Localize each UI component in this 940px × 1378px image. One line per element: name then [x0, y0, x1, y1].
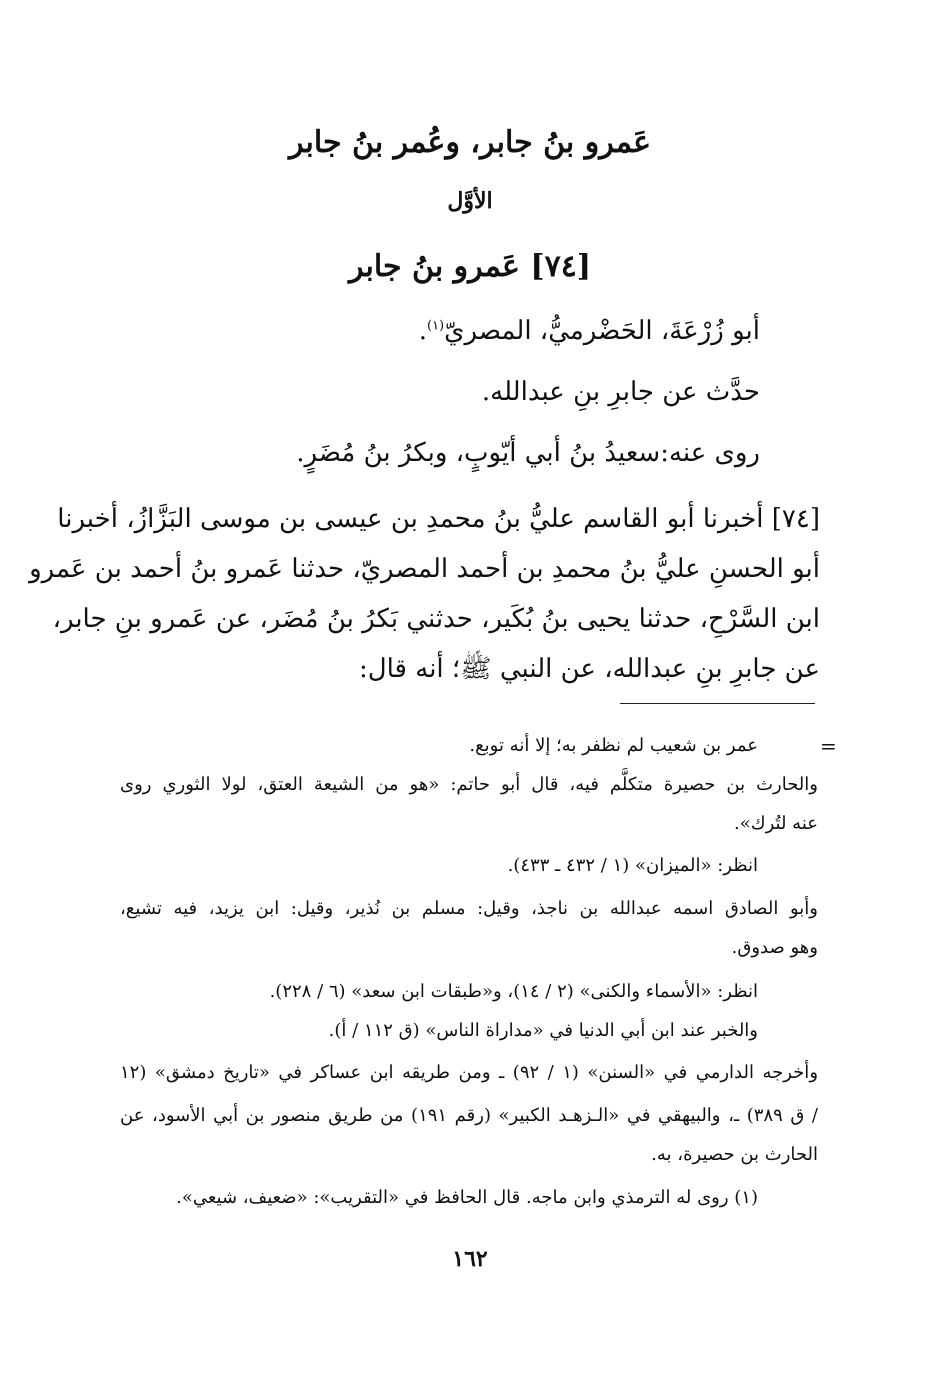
footnote-1: (١) روى له الترمذي وابن ماجه. قال الحافظ في «التقريب»: «ضعيف، شيعي». — [176, 1187, 758, 1208]
hadith-line: عن جابرِ بنِ عبدالله، عن النبي ﷺ؛ أنه قال: — [358, 654, 820, 684]
footnote-line: عنه لتُرك». — [734, 813, 818, 834]
footnote-line: والحارث بن حصيرة متكلَّم فيه، قال أبو حاتم: «هو من الشيعة العتق، لولا الثوري روى — [120, 774, 818, 795]
page-number: ١٦٢ — [452, 1246, 488, 1272]
entry-title: [٧٤] عَمرو بنُ جابر — [348, 249, 592, 284]
bio-name-end: . — [418, 316, 427, 346]
bio-narrated-from: حدَّث عن جابرِ بنِ عبدالله. — [481, 377, 760, 407]
bio-name-line — [419, 318, 760, 344]
footnote-line: وأبو الصادق اسمه عبدالله بن ناجذ، وقيل: مسلم بن نُذير، وقيل: ابن يزيد، فيه تشيع، — [120, 898, 818, 919]
footnote-line: / ق ٣٨٩) ـ، والبيهقي في «الـزهـد الكبير» (رقم ١٩١) من طريق منصور بن أبي الأسود، عن — [120, 1105, 818, 1126]
footnote-separator — [620, 703, 815, 704]
footnote-line: وأخرجه الدارمي في «السنن» (١ / ٩٢) ـ ومن طريقه ابن عساكر في «تاريخ دمشق» (١٢ — [120, 1062, 819, 1083]
hadith-line: ابن السَّرْحِ، حدثنا يحيى بنُ بُكَير، حدثني بَكرُ بنُ مُضَر، عن عَمرو بنِ جابر، — [52, 604, 820, 634]
bio-narrators: روى عنه:سعيدُ بنُ أبي أيّوبٍ، وبكرُ بنُ مُضَرٍ. — [296, 438, 760, 468]
footnote-line: انظر: «الأسماء والكنى» (٢ / ١٤)، و«طبقات ابن سعد» (٦ / ٢٢٨). — [269, 981, 758, 1002]
footnote-line: انظر: «الميزان» (١ / ٤٣٢ ـ ٤٣٣). — [507, 855, 758, 876]
footnote-line: الحارث بن حصيرة، به. — [651, 1144, 818, 1165]
footnote-ref: (١) — [426, 318, 445, 334]
footnote-line: عمر بن شعيب لم نظفر به؛ إلا أنه توبع. — [469, 735, 758, 756]
chapter-title: عَمرو بنُ جابر، وعُمر بنُ جابر — [288, 125, 652, 160]
hadith-line: [٧٤] أخبرنا أبو القاسم عليُّ بنُ محمدِ بن عيسى بن موسى البَزَّازُ، أخبرنا — [57, 504, 820, 534]
footnote-line: والخبر عند ابن أبي الدنيا في «مداراة الناس» (ق ١١٢ / أ). — [328, 1020, 758, 1041]
hadith-line: أبو الحسنِ عليُّ بنُ محمدِ بن أحمد المصريّ، حدثنا عَمرو بنُ أحمد بن عَمرو — [29, 554, 820, 584]
bio-name-text: أبو زُرْعَةَ، الحَضْرميُّ، المصريّ — [444, 316, 760, 346]
footnote-continuation-mark: = — [820, 734, 837, 758]
footnote-line: وهو صدوق. — [731, 937, 818, 958]
section-label: الأوَّل — [447, 188, 493, 214]
